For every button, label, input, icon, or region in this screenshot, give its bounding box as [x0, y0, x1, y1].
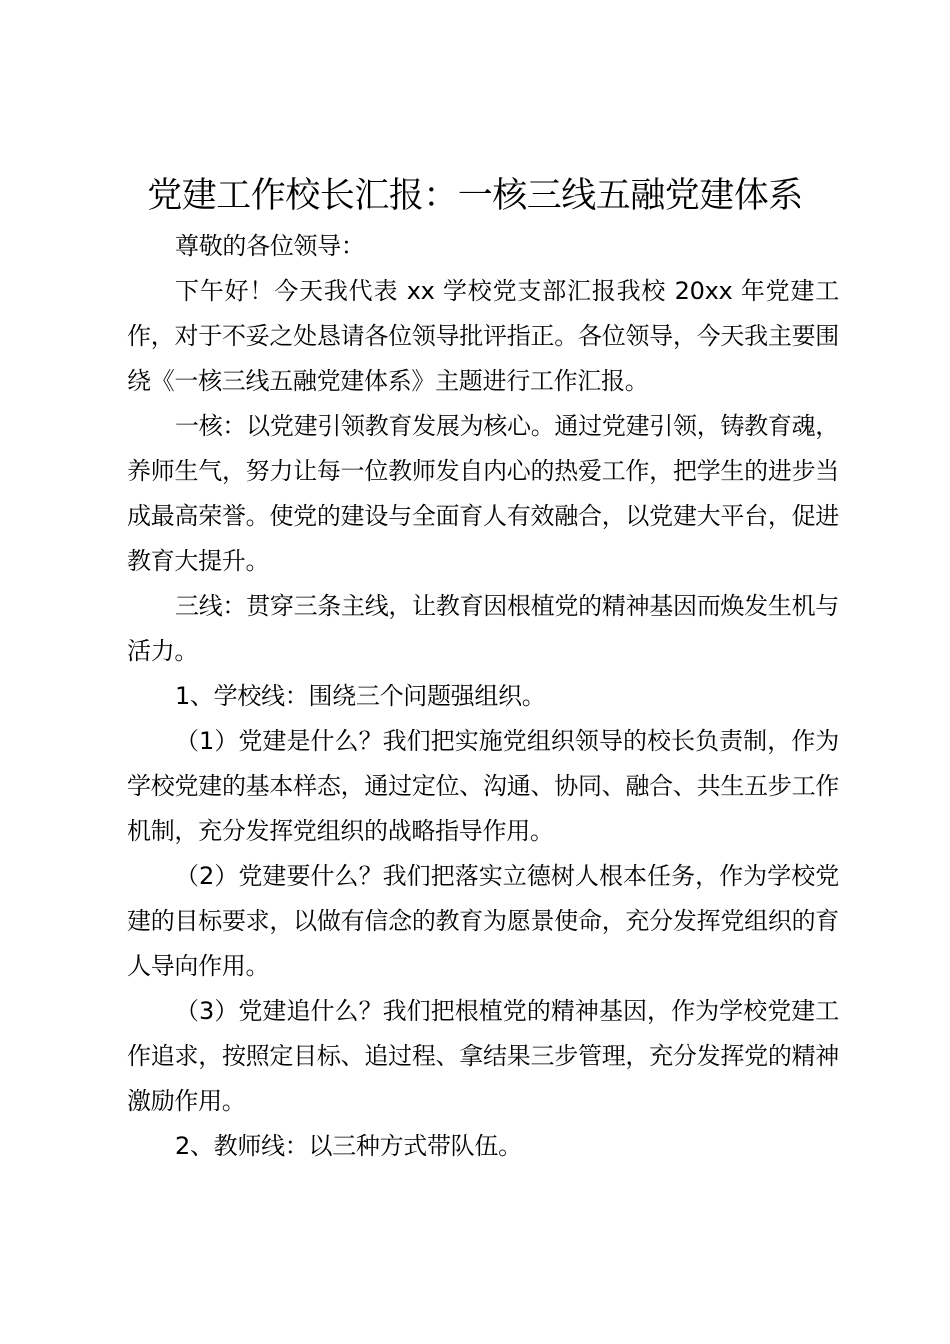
paragraph-one-core: 一核：以党建引领教育发展为核心。通过党建引领，铸教育魂，养师生气，努力让每一位教师发自内心的热爱工作，把学生的进步当成最高荣誉。使党的建设与全面育人有效融合，以党建大平台，促进教育大提升。: [127, 412, 839, 575]
paragraph-teacher-line: 2、教师线：以三种方式带队伍。: [175, 1132, 522, 1160]
paragraph-item-2: （2）党建要什么？我们把落实立德树人根本任务，作为学校党建的目标要求，以做有信念的教育为愿景使命，充分发挥党组织的育人导向作用。: [127, 862, 839, 980]
paragraph-three-lines: 三线：贯穿三条主线，让教育因根植党的精神基因而焕发生机与活力。: [127, 592, 839, 665]
paragraph-item-1: （1）党建是什么？我们把实施党组织领导的校长负责制，作为学校党建的基本样态，通过定位、沟通、协同、融合、共生五步工作机制，充分发挥党组织的战略指导作用。: [127, 727, 839, 845]
paragraph-school-line: 1、学校线：围绕三个问题强组织。: [175, 682, 546, 710]
salutation: 尊敬的各位领导：: [175, 232, 365, 260]
paragraph-item-3: （3）党建追什么？我们把根植党的精神基因，作为学校党建工作追求，按照定目标、追过程、拿结果三步管理，充分发挥党的精神激励作用。: [127, 997, 839, 1115]
paragraph-greeting: 下午好！今天我代表 xx 学校党支部汇报我校 20xx 年党建工作，对于不妥之处恳请各位领导批评指正。各位领导，今天我主要围绕《一核三线五融党建体系》主题进行工作汇报。: [127, 277, 839, 395]
document-title: 党建工作校长汇报：一核三线五融党建体系: [147, 176, 803, 216]
document-body: [127, 224, 839, 1169]
